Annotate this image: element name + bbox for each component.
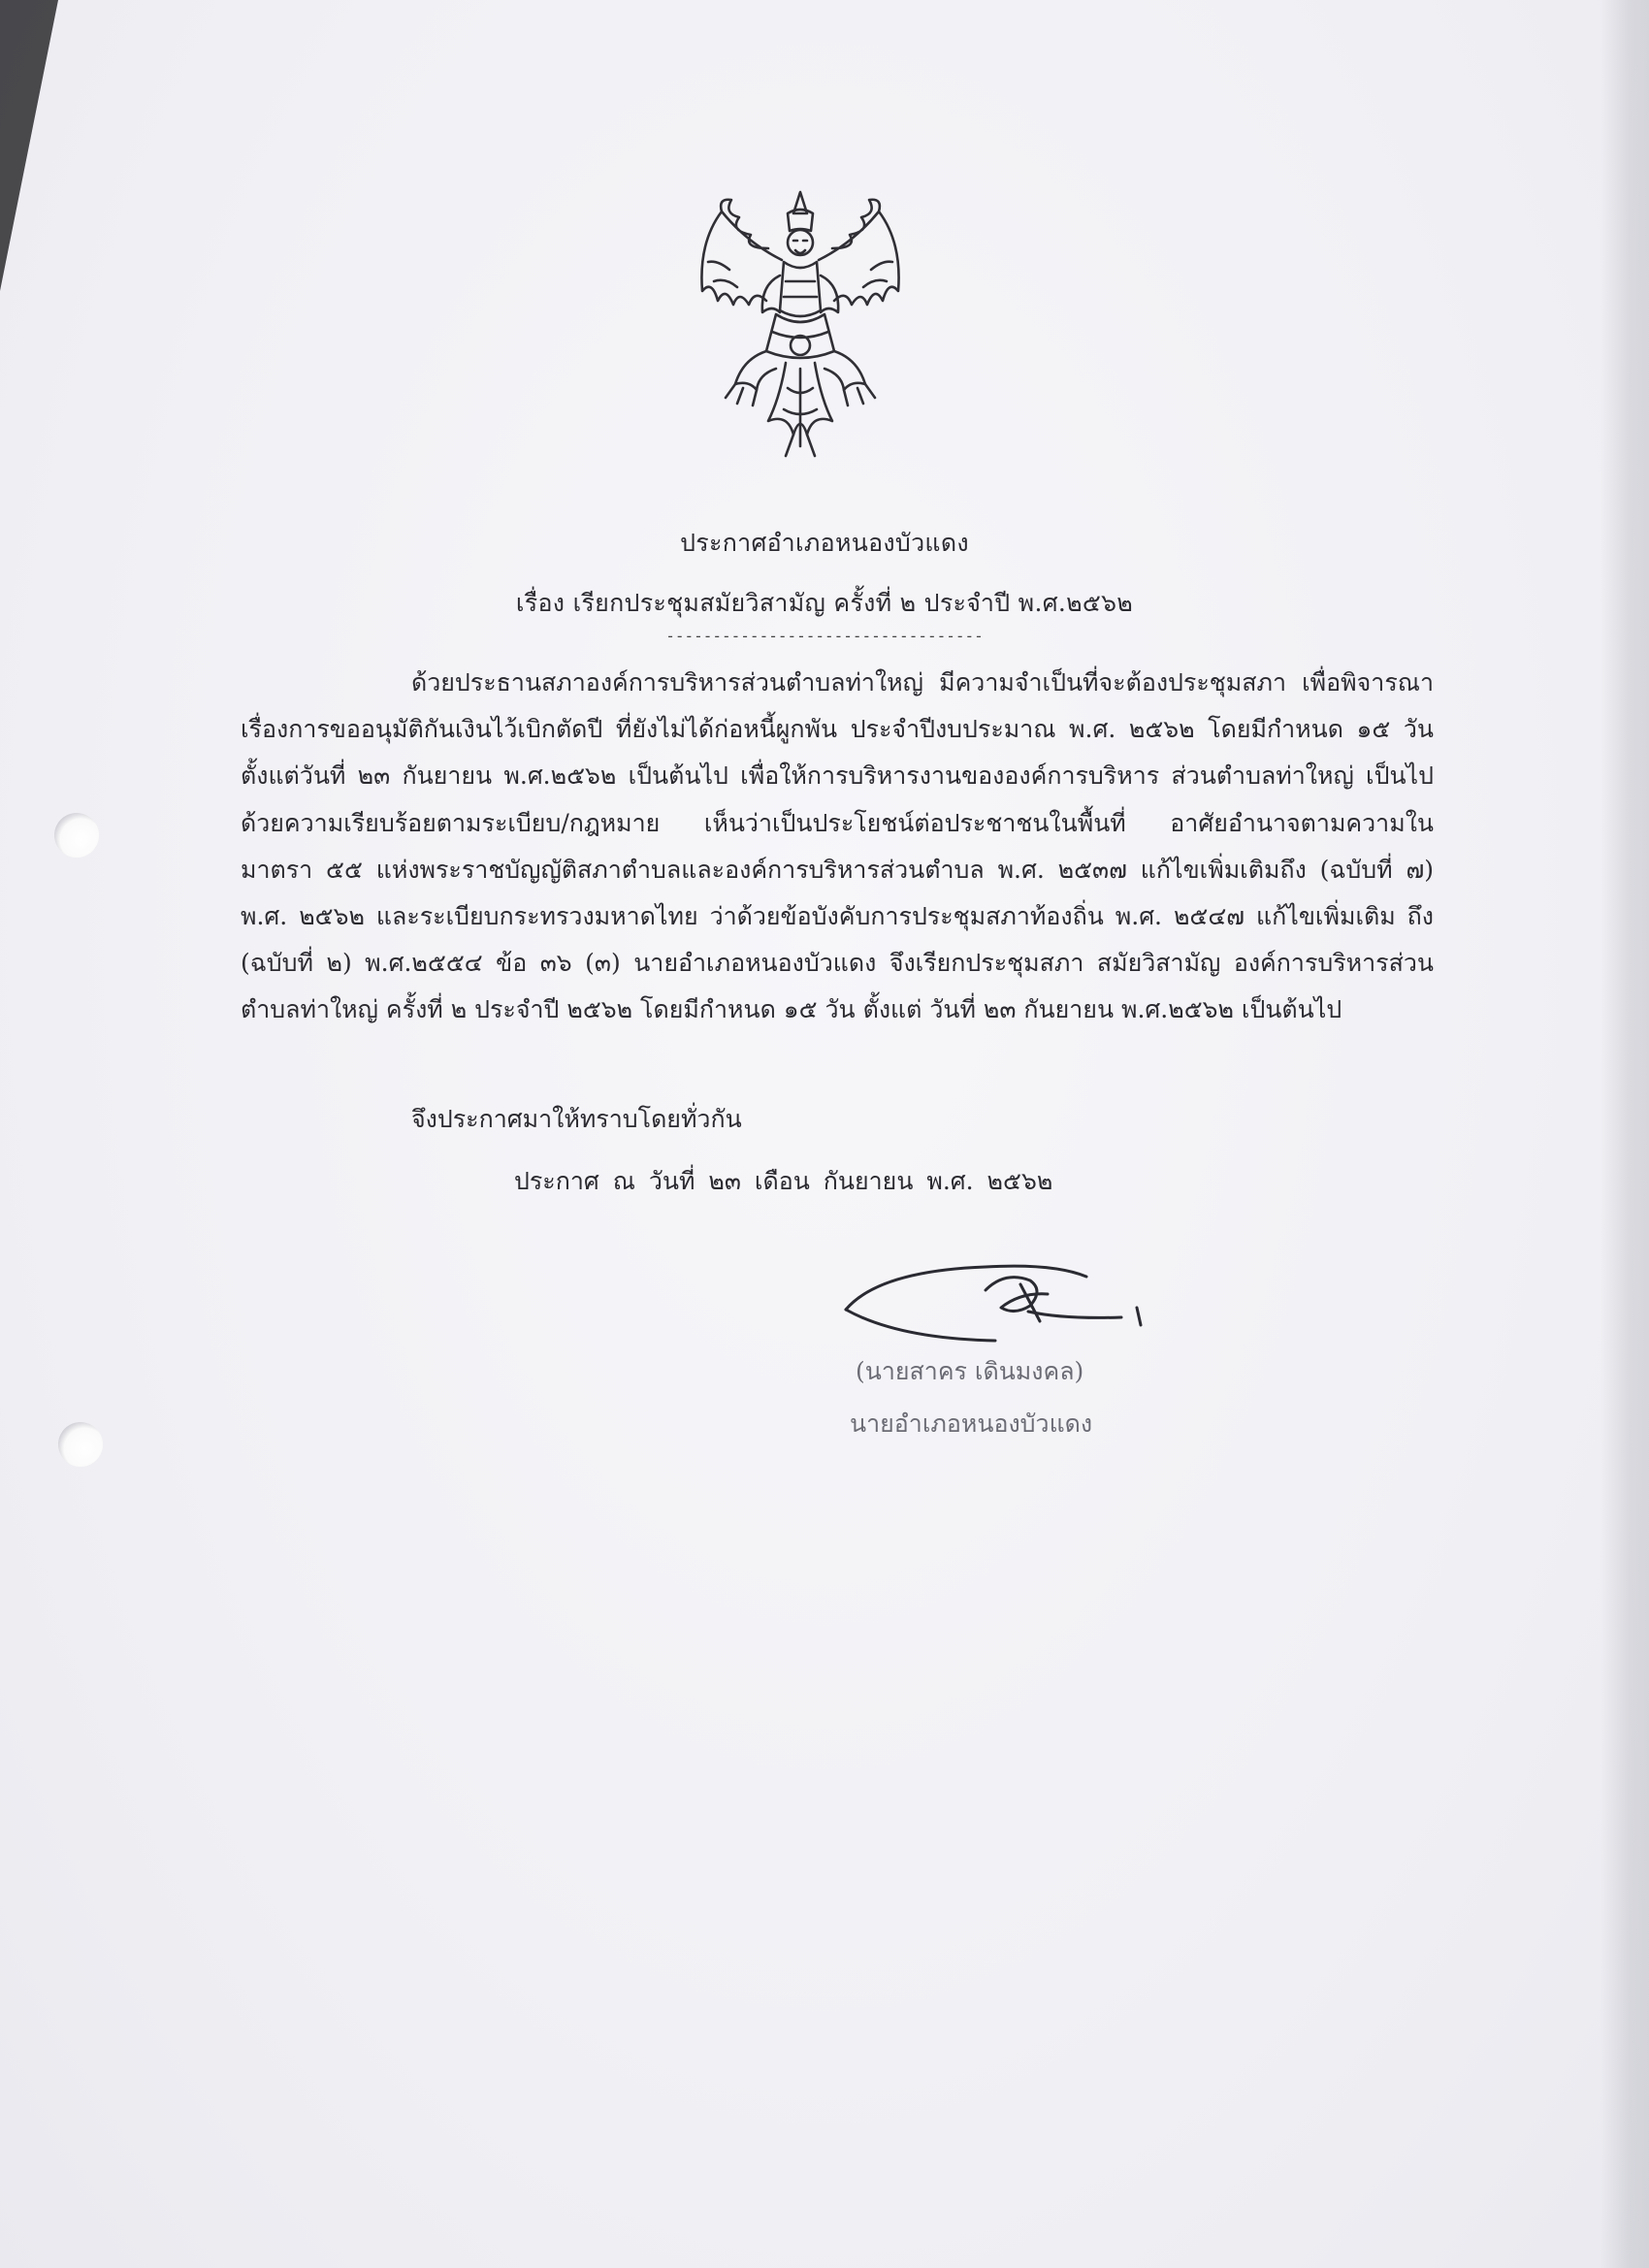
page-edge-shadow bbox=[1600, 0, 1649, 2268]
garuda-emblem-icon bbox=[679, 184, 922, 466]
closing-statement: จึงประกาศมาให้ทราบโดยทั่วกัน bbox=[411, 1105, 742, 1133]
announcement-subject: เรื่อง เรียกประชุมสมัยวิสามัญ ครั้งที่ ๒ ประจำปี พ.ศ.๒๕๖๒ bbox=[515, 589, 1134, 617]
body-paragraph: ด้วยประธานสภาองค์การบริหารส่วนตำบลท่าใหญ่ มีความจำเป็นที่จะต้องประชุมสภา เพื่อพิจารณาเรื่องการขออนุมัติกันเงินไว้เบิกตัดปี ที่ยังไม่ได้ก่อหนี้ผูกพัน ประจำปีงบประมาณ พ.ศ. ๒๕๖๒ โดยมีกำหนด ๑๕ วัน ตั้งแต่วันที่ ๒๓ กันยายน พ.ศ.๒๕๖๒ เป็นต้นไป เพื่อให้การบริหารงานขององค์การบริหาร ส่วนตำบลท่าใหญ่ เป็นไปด้วยความเรียบร้อยตามระเบียบ/กฎหมาย เห็นว่าเป็นประโยชน์ต่อประชาชนในพื้นที่ อาศัยอำนาจตามความใน มาตรา ๕๕ แห่งพระราชบัญญัติสภาตำบลและองค์การบริหารส่วนตำบล พ.ศ. ๒๕๓๗ แก้ไขเพิ่มเติมถึง (ฉบับที่ ๗) พ.ศ. ๒๕๖๒ และระเบียบกระทรวงมหาดไทย ว่าด้วยข้อบังคับการประชุมสภาท้องถิ่น พ.ศ. ๒๕๔๗ แก้ไขเพิ่มเติม ถึง (ฉบับที่ ๒) พ.ศ.๒๕๕๔ ข้อ ๓๖ (๓) นายอำเภอหนองบัวแดง จึงเรียกประชุมสภา สมัยวิสามัญ องค์การบริหารส่วนตำบลท่าใหญ่ ครั้งที่ ๒ ประจำปี ๒๕๖๒ โดยมีกำหนด ๑๕ วัน ตั้งแต่ วันที่ ๒๓ กันยายน พ.ศ.๒๕๖๒ เป็นต้นไป bbox=[241, 668, 1434, 1024]
announcement-body bbox=[241, 660, 1434, 1034]
subject-divider: ---------------------------------- bbox=[665, 627, 984, 645]
announcement-title: ประกาศอำเภอหนองบัวแดง bbox=[680, 529, 969, 557]
scan-corner-shadow bbox=[0, 0, 58, 291]
announcement-date: ประกาศ ณ วันที่ ๒๓ เดือน กันยายน พ.ศ. ๒๕๖๒ bbox=[514, 1167, 1053, 1195]
signer-title: นายอำเภอหนองบัวแดง bbox=[850, 1409, 1093, 1438]
signer-name: (นายสาคร เดินมงคล) bbox=[856, 1357, 1084, 1385]
punch-hole-bottom bbox=[58, 1422, 103, 1467]
punch-hole-top bbox=[54, 813, 99, 858]
handwritten-signature bbox=[840, 1251, 1160, 1358]
